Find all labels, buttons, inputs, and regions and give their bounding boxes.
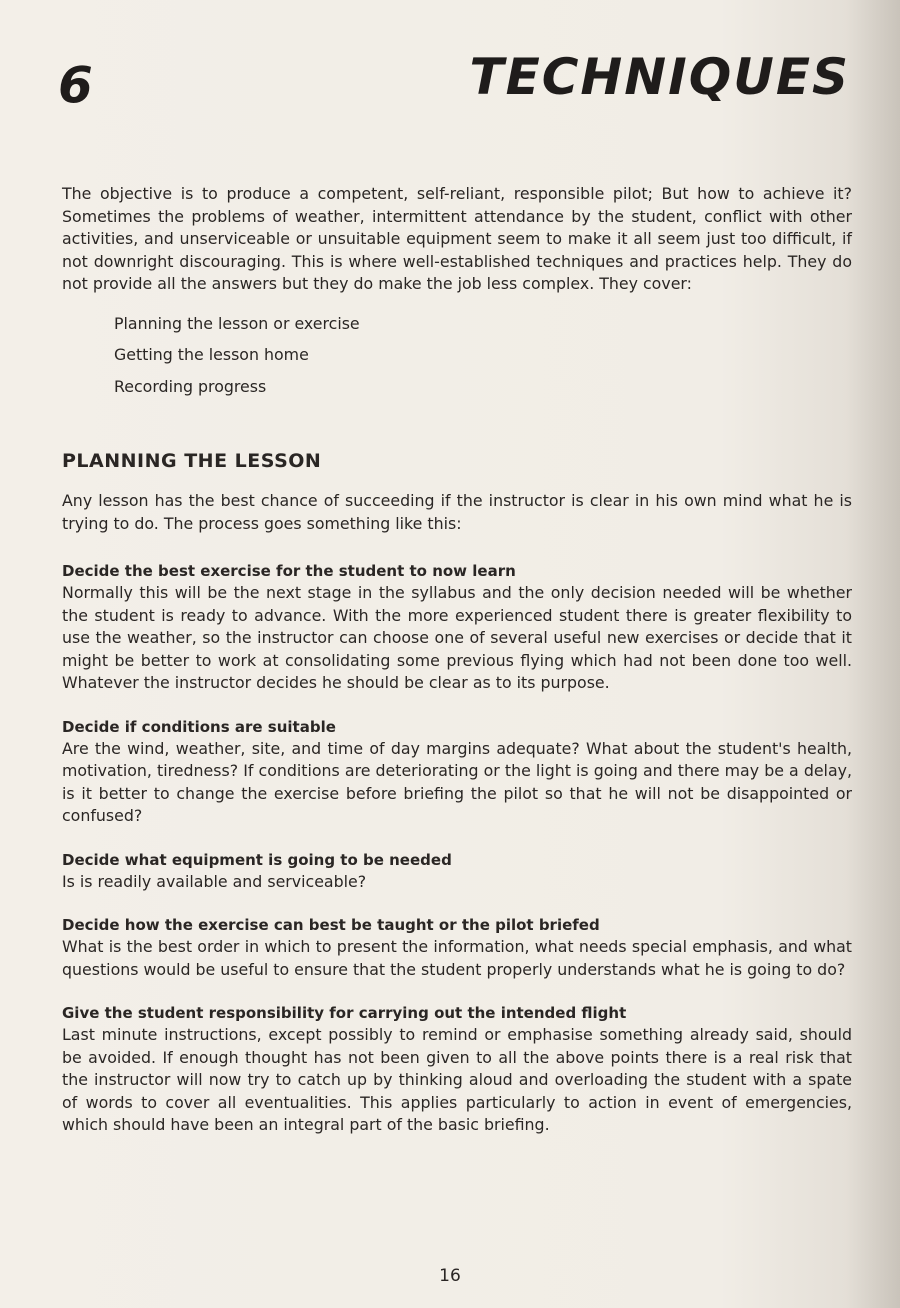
chapter-title: TECHNIQUES	[469, 48, 850, 106]
step-heading: Decide the best exercise for the student to now learn	[62, 562, 516, 580]
step-text: Normally this will be the next stage in the syllabus and the only decision needed will be whether the student is ready to advance. With the more experienced student there is greater flexibility to use the weather, so the instructor can choose one of several useful new exercises or decide that it might be better to work at consolidating some previous flying which had not been done too well. Whatever the instructor decides he should be clear as to its purpose.	[62, 583, 852, 692]
page-number: 16	[439, 1266, 461, 1286]
list-item: Getting the lesson home	[114, 345, 309, 364]
step-heading: Decide what equipment is going to be needed	[62, 850, 452, 869]
step-text: What is the best order in which to present the information, what needs special emphasis, and what questions would be useful to ensure that the student properly understands what he is going to do?	[62, 937, 852, 979]
step-heading: Decide how the exercise can best be taught or the pilot briefed	[62, 916, 600, 934]
section-heading: PLANNING THE LESSON	[62, 450, 322, 472]
step-text: Last minute instructions, except possibly to remind or emphasise something already said, should be avoided. If enough thought has not been given to all the above points there is a real risk that the instructor will now try to catch up by thinking aloud and overloading the student with a spate of words to cover all eventualities. This applies particularly to action in event of emergencies, which should have been an integral part of the basic briefing.	[62, 1025, 852, 1134]
step-text: Are the wind, weather, site, and time of day margins adequate? What about the student's health, motivation, tiredness? If conditions are deteriorating or the light is going and there may be a delay, is it better to change the exercise before briefing the pilot so that he will not be disappointed or confused?	[62, 738, 852, 825]
intro-paragraph: The objective is to produce a competent, self-reliant, responsible pilot; But how to achieve it? Sometimes the problems of weather, intermittent attendance by the student, conflict with other activities, and unserviceable or unsuitable equipment seem to make it all seem just too difficult, if not downright discouraging. This is where well-established techniques and practices help. They do not provide all the answers but they do make the job less complex. They cover:	[62, 184, 852, 293]
list-item: Planning the lesson or exercise	[114, 313, 360, 333]
page-content	[62, 183, 852, 1137]
step-heading: Give the student responsibility for carrying out the intended flight	[62, 1004, 627, 1022]
chapter-number: 6	[58, 56, 94, 114]
cover-list	[114, 308, 852, 403]
step-heading: Decide if conditions are suitable	[62, 717, 336, 736]
section-intro: Any lesson has the best chance of succeeding if the instructor is clear in his own mind what he is trying to do. The process goes something like this:	[62, 491, 852, 533]
step-text: Is is readily available and serviceable?	[62, 871, 367, 891]
list-item: Recording progress	[114, 376, 267, 396]
